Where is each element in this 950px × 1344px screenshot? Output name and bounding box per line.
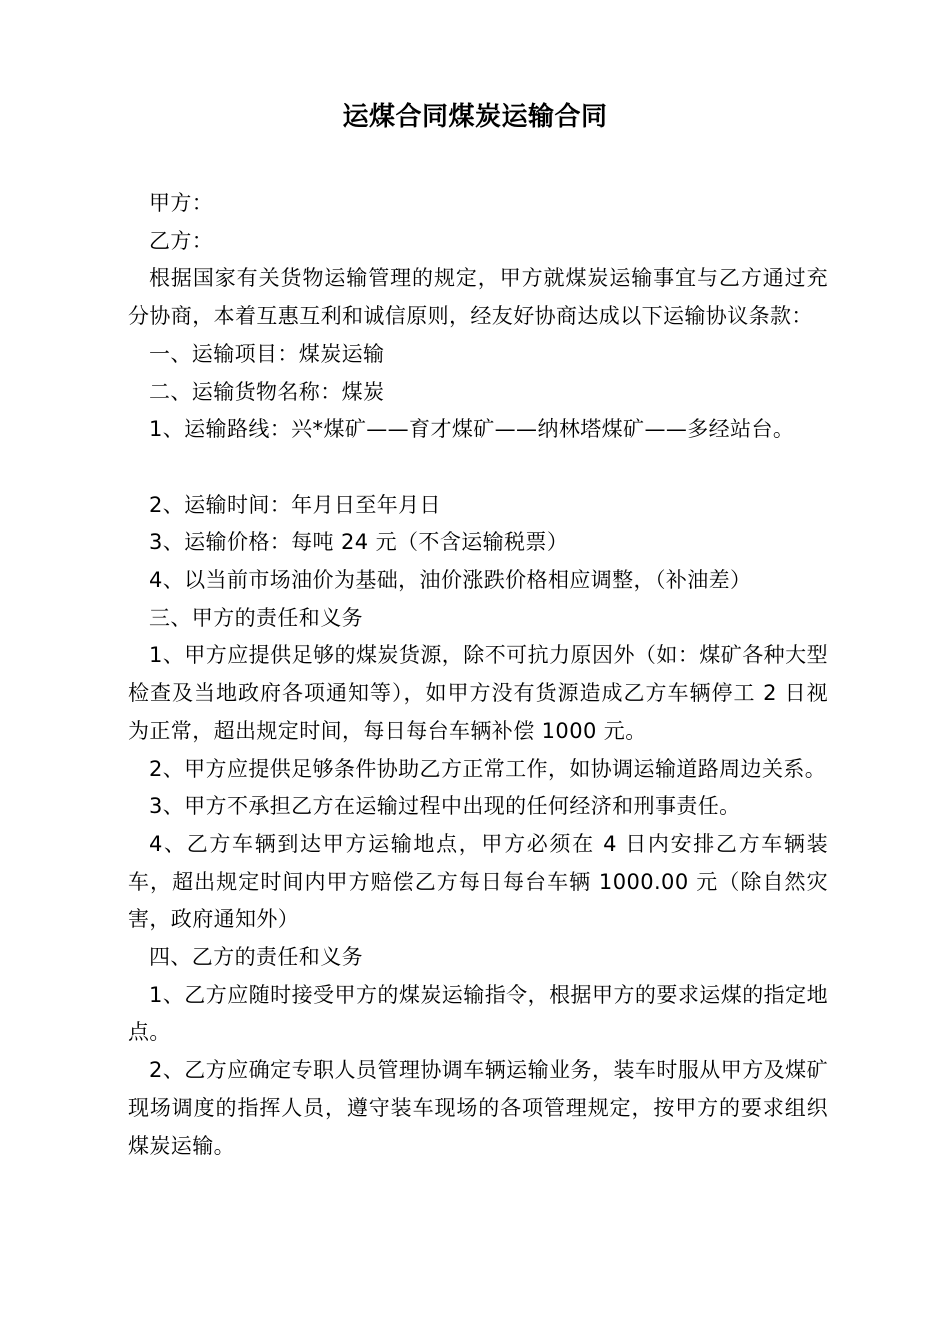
blank-line	[128, 449, 828, 487]
clause-time: 2、运输时间：年月日至年月日	[149, 492, 441, 517]
clause-route: 1、运输路线：兴*煤矿——育才煤矿——纳林塔煤矿——多经站台。	[149, 417, 795, 442]
clause-party-a-1: 1、甲方应提供足够的煤炭货源，除不可抗力原因外（如：煤矿各种大型检查及当地政府各项通知等），如甲方没有货源造成乙方车辆停工 2 日视为正常，超出规定时间，每日每台车辆补偿 1000 元。	[128, 643, 828, 743]
section-heading-transport-item: 一、运输项目：煤炭运输	[149, 341, 385, 366]
clause-oil-price: 4、以当前市场油价为基础，油价涨跌价格相应调整，（补油差）	[149, 568, 752, 593]
document-title: 运煤合同煤炭运输合同	[342, 102, 608, 132]
section-heading-cargo-name: 二、运输货物名称：煤炭	[149, 379, 385, 404]
party-b-line: 乙方：	[149, 228, 214, 253]
clause-party-b-1: 1、乙方应随时接受甲方的煤炭运输指令，根据甲方的要求运煤的指定地点。	[128, 982, 828, 1045]
party-a-line: 甲方：	[149, 191, 214, 215]
clause-party-a-3: 3、甲方不承担乙方在运输过程中出现的任何经济和刑事责任。	[149, 794, 741, 819]
document-body	[128, 185, 828, 1165]
section-heading-party-b-duties: 四、乙方的责任和义务	[149, 945, 363, 970]
clause-party-b-2: 2、乙方应确定专职人员管理协调车辆运输业务，装车时服从甲方及煤矿现场调度的指挥人员，遵守装车现场的各项管理规定，按甲方的要求组织煤炭运输。	[128, 1058, 828, 1158]
section-heading-party-a-duties: 三、甲方的责任和义务	[149, 605, 363, 630]
clause-price: 3、运输价格：每吨 24 元（不含运输税票）	[149, 530, 569, 555]
preamble-paragraph: 根据国家有关货物运输管理的规定，甲方就煤炭运输事宜与乙方通过充分协商，本着互惠互利和诚信原则，经友好协商达成以下运输协议条款：	[128, 266, 828, 329]
clause-party-a-4: 4、乙方车辆到达甲方运输地点，甲方必须在 4 日内安排乙方车辆装车，超出规定时间内甲方赔偿乙方每日每台车辆 1000.00 元（除自然灾害，政府通知外）	[128, 831, 828, 932]
clause-party-a-2: 2、甲方应提供足够条件协助乙方正常工作，如协调运输道路周边关系。	[149, 756, 827, 781]
